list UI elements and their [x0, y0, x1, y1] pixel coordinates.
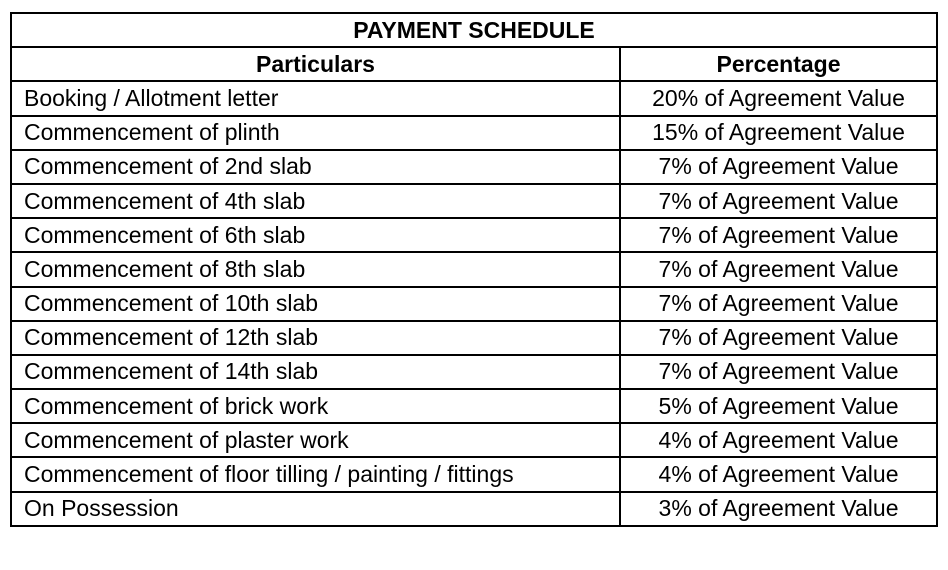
payment-schedule-table	[10, 12, 938, 527]
percentage-cell: 7% of Agreement Value	[620, 252, 937, 286]
percentage-cell: 7% of Agreement Value	[620, 321, 937, 355]
table-row	[11, 355, 937, 389]
percentage-cell: 3% of Agreement Value	[620, 492, 937, 526]
table-row	[11, 252, 937, 286]
particular-cell: Booking / Allotment letter	[11, 81, 620, 115]
percentage-cell: 7% of Agreement Value	[620, 355, 937, 389]
percentage-cell: 7% of Agreement Value	[620, 184, 937, 218]
particular-cell: Commencement of 8th slab	[11, 252, 620, 286]
table-row	[11, 457, 937, 491]
column-header-particulars: Particulars	[11, 47, 620, 81]
table-row	[11, 423, 937, 457]
particular-cell: Commencement of 4th slab	[11, 184, 620, 218]
particular-cell: Commencement of plinth	[11, 116, 620, 150]
table-row	[11, 218, 937, 252]
particular-cell: Commencement of 6th slab	[11, 218, 620, 252]
particular-cell: On Possession	[11, 492, 620, 526]
percentage-cell: 7% of Agreement Value	[620, 218, 937, 252]
table-row	[11, 287, 937, 321]
particular-cell: Commencement of floor tilling / painting / fittings	[11, 457, 620, 491]
percentage-cell: 20% of Agreement Value	[620, 81, 937, 115]
particular-cell: Commencement of 10th slab	[11, 287, 620, 321]
table-row	[11, 389, 937, 423]
percentage-cell: 5% of Agreement Value	[620, 389, 937, 423]
table-row	[11, 116, 937, 150]
percentage-cell: 15% of Agreement Value	[620, 116, 937, 150]
particular-cell: Commencement of 2nd slab	[11, 150, 620, 184]
percentage-cell: 7% of Agreement Value	[620, 287, 937, 321]
table-row	[11, 184, 937, 218]
percentage-cell: 4% of Agreement Value	[620, 423, 937, 457]
particular-cell: Commencement of 12th slab	[11, 321, 620, 355]
table-row	[11, 150, 937, 184]
percentage-cell: 4% of Agreement Value	[620, 457, 937, 491]
particular-cell: Commencement of brick work	[11, 389, 620, 423]
table-row	[11, 81, 937, 115]
particular-cell: Commencement of 14th slab	[11, 355, 620, 389]
title-row	[11, 13, 937, 47]
table-row	[11, 492, 937, 526]
payment-schedule-container	[10, 12, 938, 527]
particular-cell: Commencement of plaster work	[11, 423, 620, 457]
table-row	[11, 321, 937, 355]
percentage-cell: 7% of Agreement Value	[620, 150, 937, 184]
header-row	[11, 47, 937, 81]
column-header-percentage: Percentage	[620, 47, 937, 81]
table-title: PAYMENT SCHEDULE	[11, 13, 937, 47]
